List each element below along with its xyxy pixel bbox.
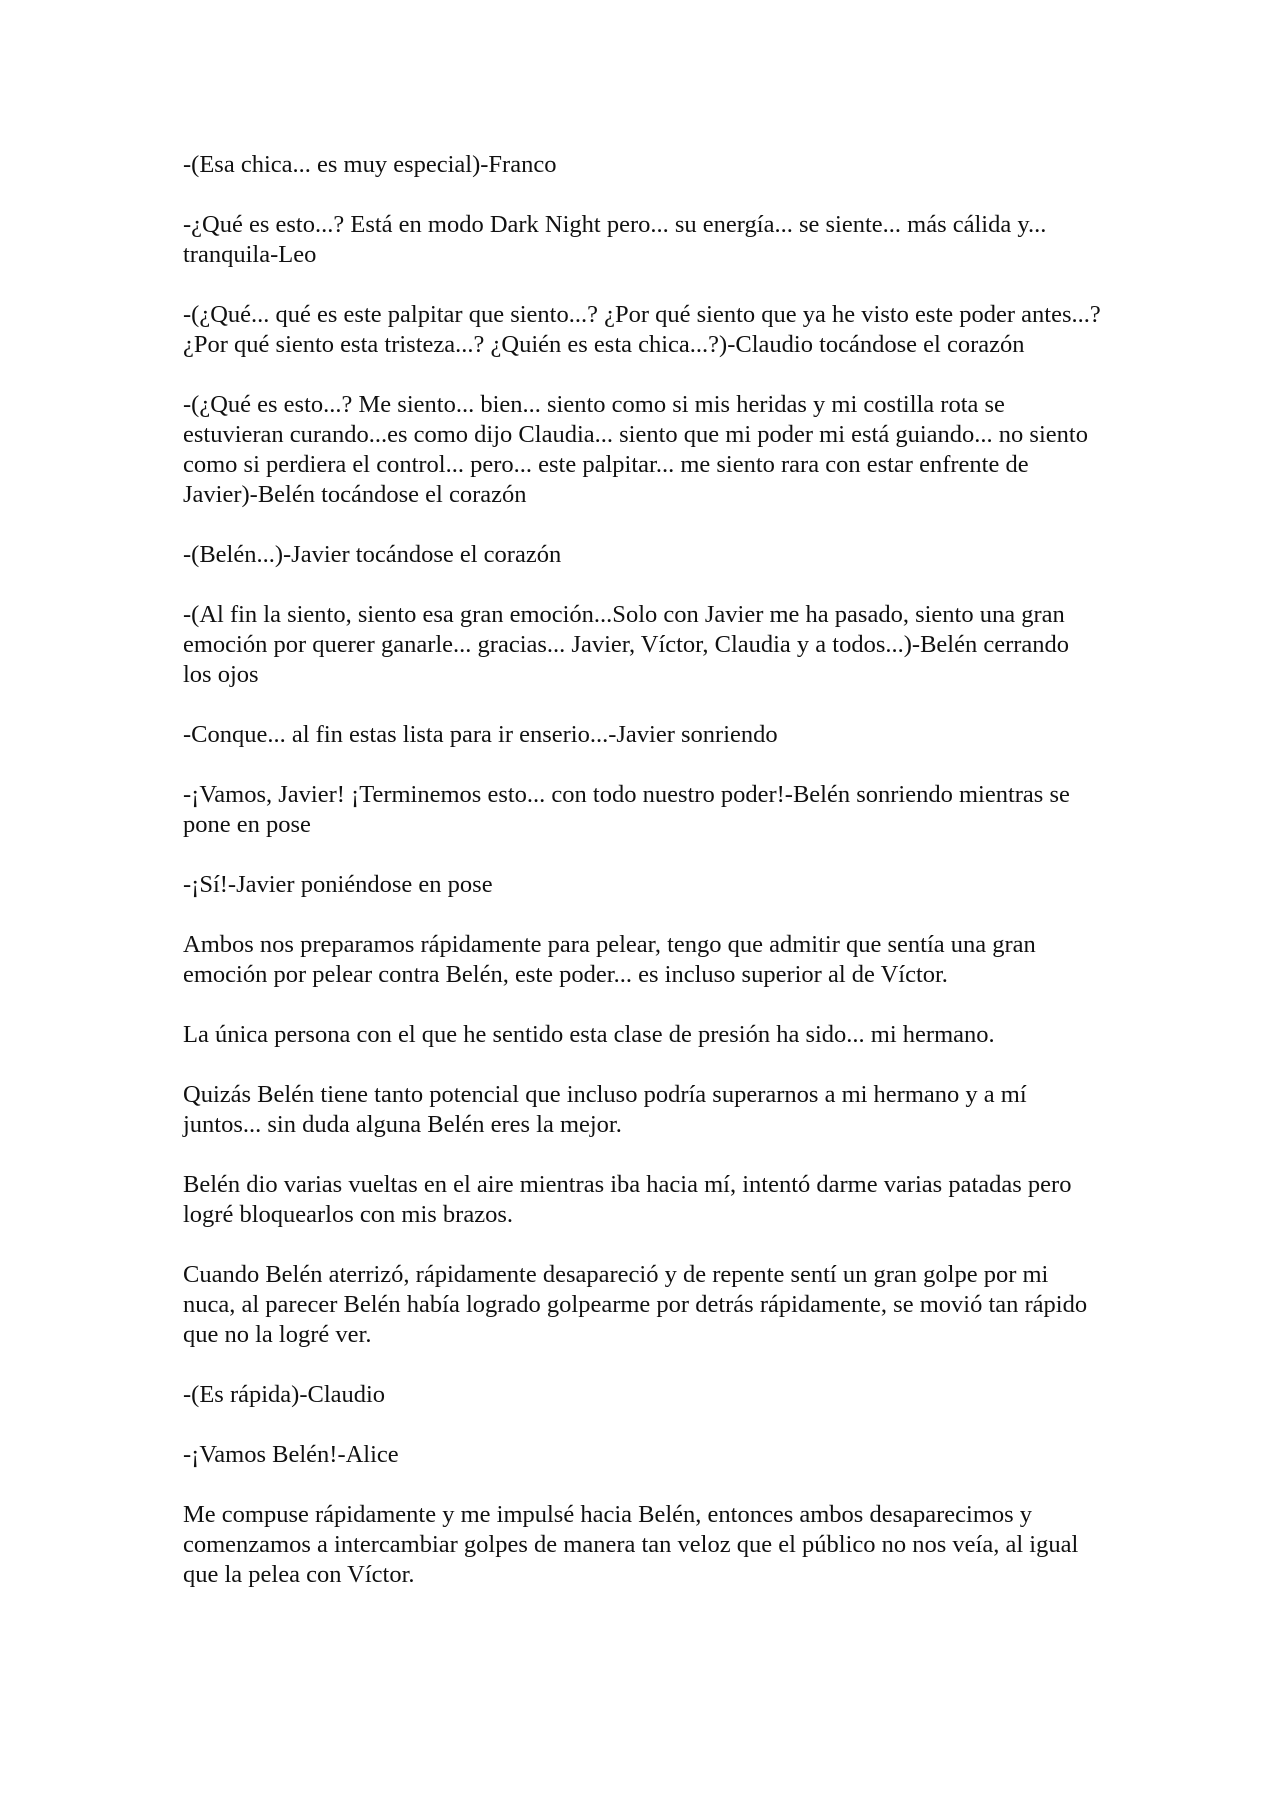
paragraph: -(Esa chica... es muy especial)-Franco xyxy=(183,151,557,178)
paragraph: Me compuse rápidamente y me impulsé hacia Belén, entonces ambos desaparecimos y comenzamos a intercambiar golpes de manera tan veloz que el público no nos veía, al igual que la pelea con Víctor. xyxy=(183,1501,1079,1588)
paragraph: -(Al fin la siento, siento esa gran emoción...Solo con Javier me ha pasado, siento una gran emoción por querer ganarle... gracias... Javier, Víctor, Claudia y a todos...)-Belén cerrando los ojos xyxy=(183,601,1070,688)
paragraph: -(¿Qué es esto...? Me siento... bien... siento como si mis heridas y mi costilla rota se estuvieran curando...es como dijo Claudia... siento que mi poder mi está guiando... no siento como si perdiera el control... pero... este palpitar... me siento rara con estar enfrente de Javier)-Belén tocándose el corazón xyxy=(183,391,1088,508)
paragraph: -Conque... al fin estas lista para ir enserio...-Javier sonriendo xyxy=(183,721,778,748)
paragraph: -¡Sí!-Javier poniéndose en pose xyxy=(183,871,493,898)
paragraph: La única persona con el que he sentido esta clase de presión ha sido... mi hermano. xyxy=(183,1021,995,1048)
paragraph: Cuando Belén aterrizó, rápidamente desapareció y de repente sentí un gran golpe por mi nuca, al parecer Belén había logrado golpearme por detrás rápidamente, se movió tan rápido que no la logré ver. xyxy=(183,1261,1088,1348)
paragraph: -¿Qué es esto...? Está en modo Dark Night pero... su energía... se siente... más cálida y... tranquila-Leo xyxy=(183,211,1047,268)
paragraph: -¡Vamos, Javier! ¡Terminemos esto... con todo nuestro poder!-Belén sonriendo mientras se pone en pose xyxy=(183,781,1070,838)
paragraph: Quizás Belén tiene tanto potencial que incluso podría superarnos a mi hermano y a mí juntos... sin duda alguna Belén eres la mejor. xyxy=(183,1081,1027,1138)
document-body xyxy=(183,150,1103,1620)
paragraph: -(Es rápida)-Claudio xyxy=(183,1381,386,1408)
paragraph: -(¿Qué... qué es este palpitar que siento...? ¿Por qué siento que ya he visto este poder antes...? ¿Por qué siento esta tristeza...? ¿Quién es esta chica...?)-Claudio tocándose el corazón xyxy=(183,301,1101,358)
paragraph: -¡Vamos Belén!-Alice xyxy=(183,1441,399,1468)
paragraph: Ambos nos preparamos rápidamente para pelear, tengo que admitir que sentía una gran emoción por pelear contra Belén, este poder... es incluso superior al de Víctor. xyxy=(183,931,1036,988)
paragraph: -(Belén...)-Javier tocándose el corazón xyxy=(183,541,562,568)
paragraph: Belén dio varias vueltas en el aire mientras iba hacia mí, intentó darme varias patadas pero logré bloquearlos con mis brazos. xyxy=(183,1171,1072,1228)
